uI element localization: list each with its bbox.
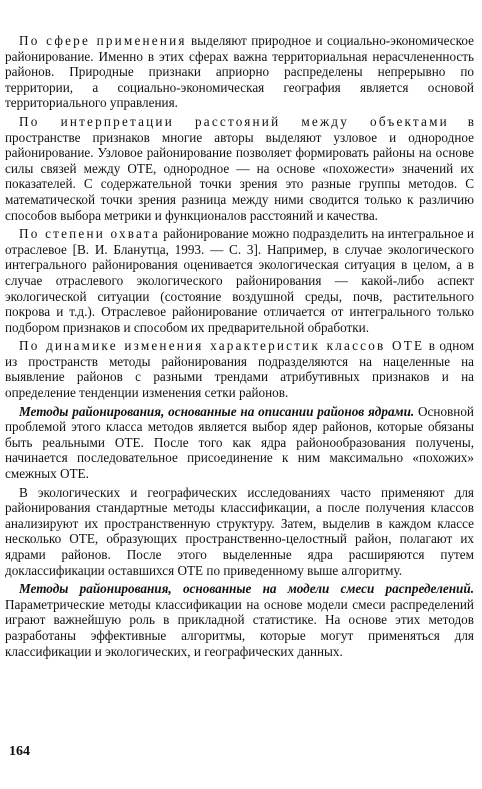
paragraph-lead: По степени охвата (19, 226, 160, 242)
paragraph-core-methods (5, 404, 474, 482)
paragraph-lead: По динамике изменения характеристик классов ОТЕ (19, 338, 425, 354)
paragraph-text: Основной проблемой этого класса методов является выбор ядер районов, которые обязаны быть реальными ОТЕ. После того как ядра районообразования получены, начинается последовательное присоединение к ним максимально «похожих» смежных ОТЕ. (5, 403, 474, 482)
paragraph-lead: По сфере применения (19, 33, 187, 48)
paragraph-text: В экологических и географических исследованиях часто применяют для районирования стандартные методы классификации, а после получения классов анализируют их пространственную структуру. Затем, выделив в каждом классе несколько ОТЕ, образующих пространственно-целостный район, полагают их ядрами районов. После этого выделенные ядра расширяются путем доклассификации оставшихся ОТЕ по приведенному выше алгоритму. (5, 484, 474, 578)
paragraph-text: в пространстве признаков многие авторы выделяют узловое и однородное районирование. Узловое районирование позволяет формировать районы на основе силы связей между ОТЕ, однородное — на основе «похожести» значений их показателей. С содержательной точки зрения это разные группы методов. С математической точки зрения разница между ними сводится только к различию способов выбора метрики и функционалов расстояний и качества. (5, 113, 474, 223)
paragraph-scope (5, 33, 474, 111)
paragraph-mixture-model (5, 581, 474, 659)
paragraph-text: в одном из пространств методы районирования подразделяются на нацеленные на выявление районов с разными трендами атрибутивных признаков и на определение тенденции изменения сетки районов. (5, 338, 475, 401)
paragraph-text: районирование можно подразделить на интегральное и отраслевое [В. И. Бланутца, 1993. — С. 3]. Например, в случае экологического интегрального районирования оценивается экологическая ситуация в целом, а в случае отраслевого экологического районирования — какой-либо аспект экологической ситуации (состояние воздушной среды, почв, растительного покрова и т.д.). Отраслевое районирование отличается от интегрального только подбором признаков и способом их предварительной обработки. (5, 226, 474, 335)
paragraph-text: Параметрические методы классификации на основе модели смеси распределений играют важнейшую роль в прикладной статистике. На основе этих методов разработаны эффективные алгоритмы, которые могут применяться для классификации и экологических, и географических данных. (5, 596, 474, 659)
paragraph-dynamics (5, 338, 474, 400)
paragraph-distance-interpretation (5, 114, 474, 223)
text-page (5, 33, 474, 662)
paragraph-text: выделяют природное и социально-экономическое районирование. Именно в этих сферах важна территориальная нерасчлененность районов. Природные признаки априорно распределены непрерывно по территории, а социально-экономическая география является основой территориального управления. (5, 33, 474, 111)
paragraph-lead: По интерпретации расстояний между объектами (19, 113, 449, 129)
page-number: 164 (9, 744, 30, 759)
paragraph-classification-practice (5, 485, 474, 579)
paragraph-heading: Методы районирования, основанные на модели смеси распределений. (19, 581, 474, 597)
paragraph-coverage (5, 226, 474, 335)
paragraph-heading: Методы районирования, основанные на описании районов ядрами. (19, 403, 415, 419)
